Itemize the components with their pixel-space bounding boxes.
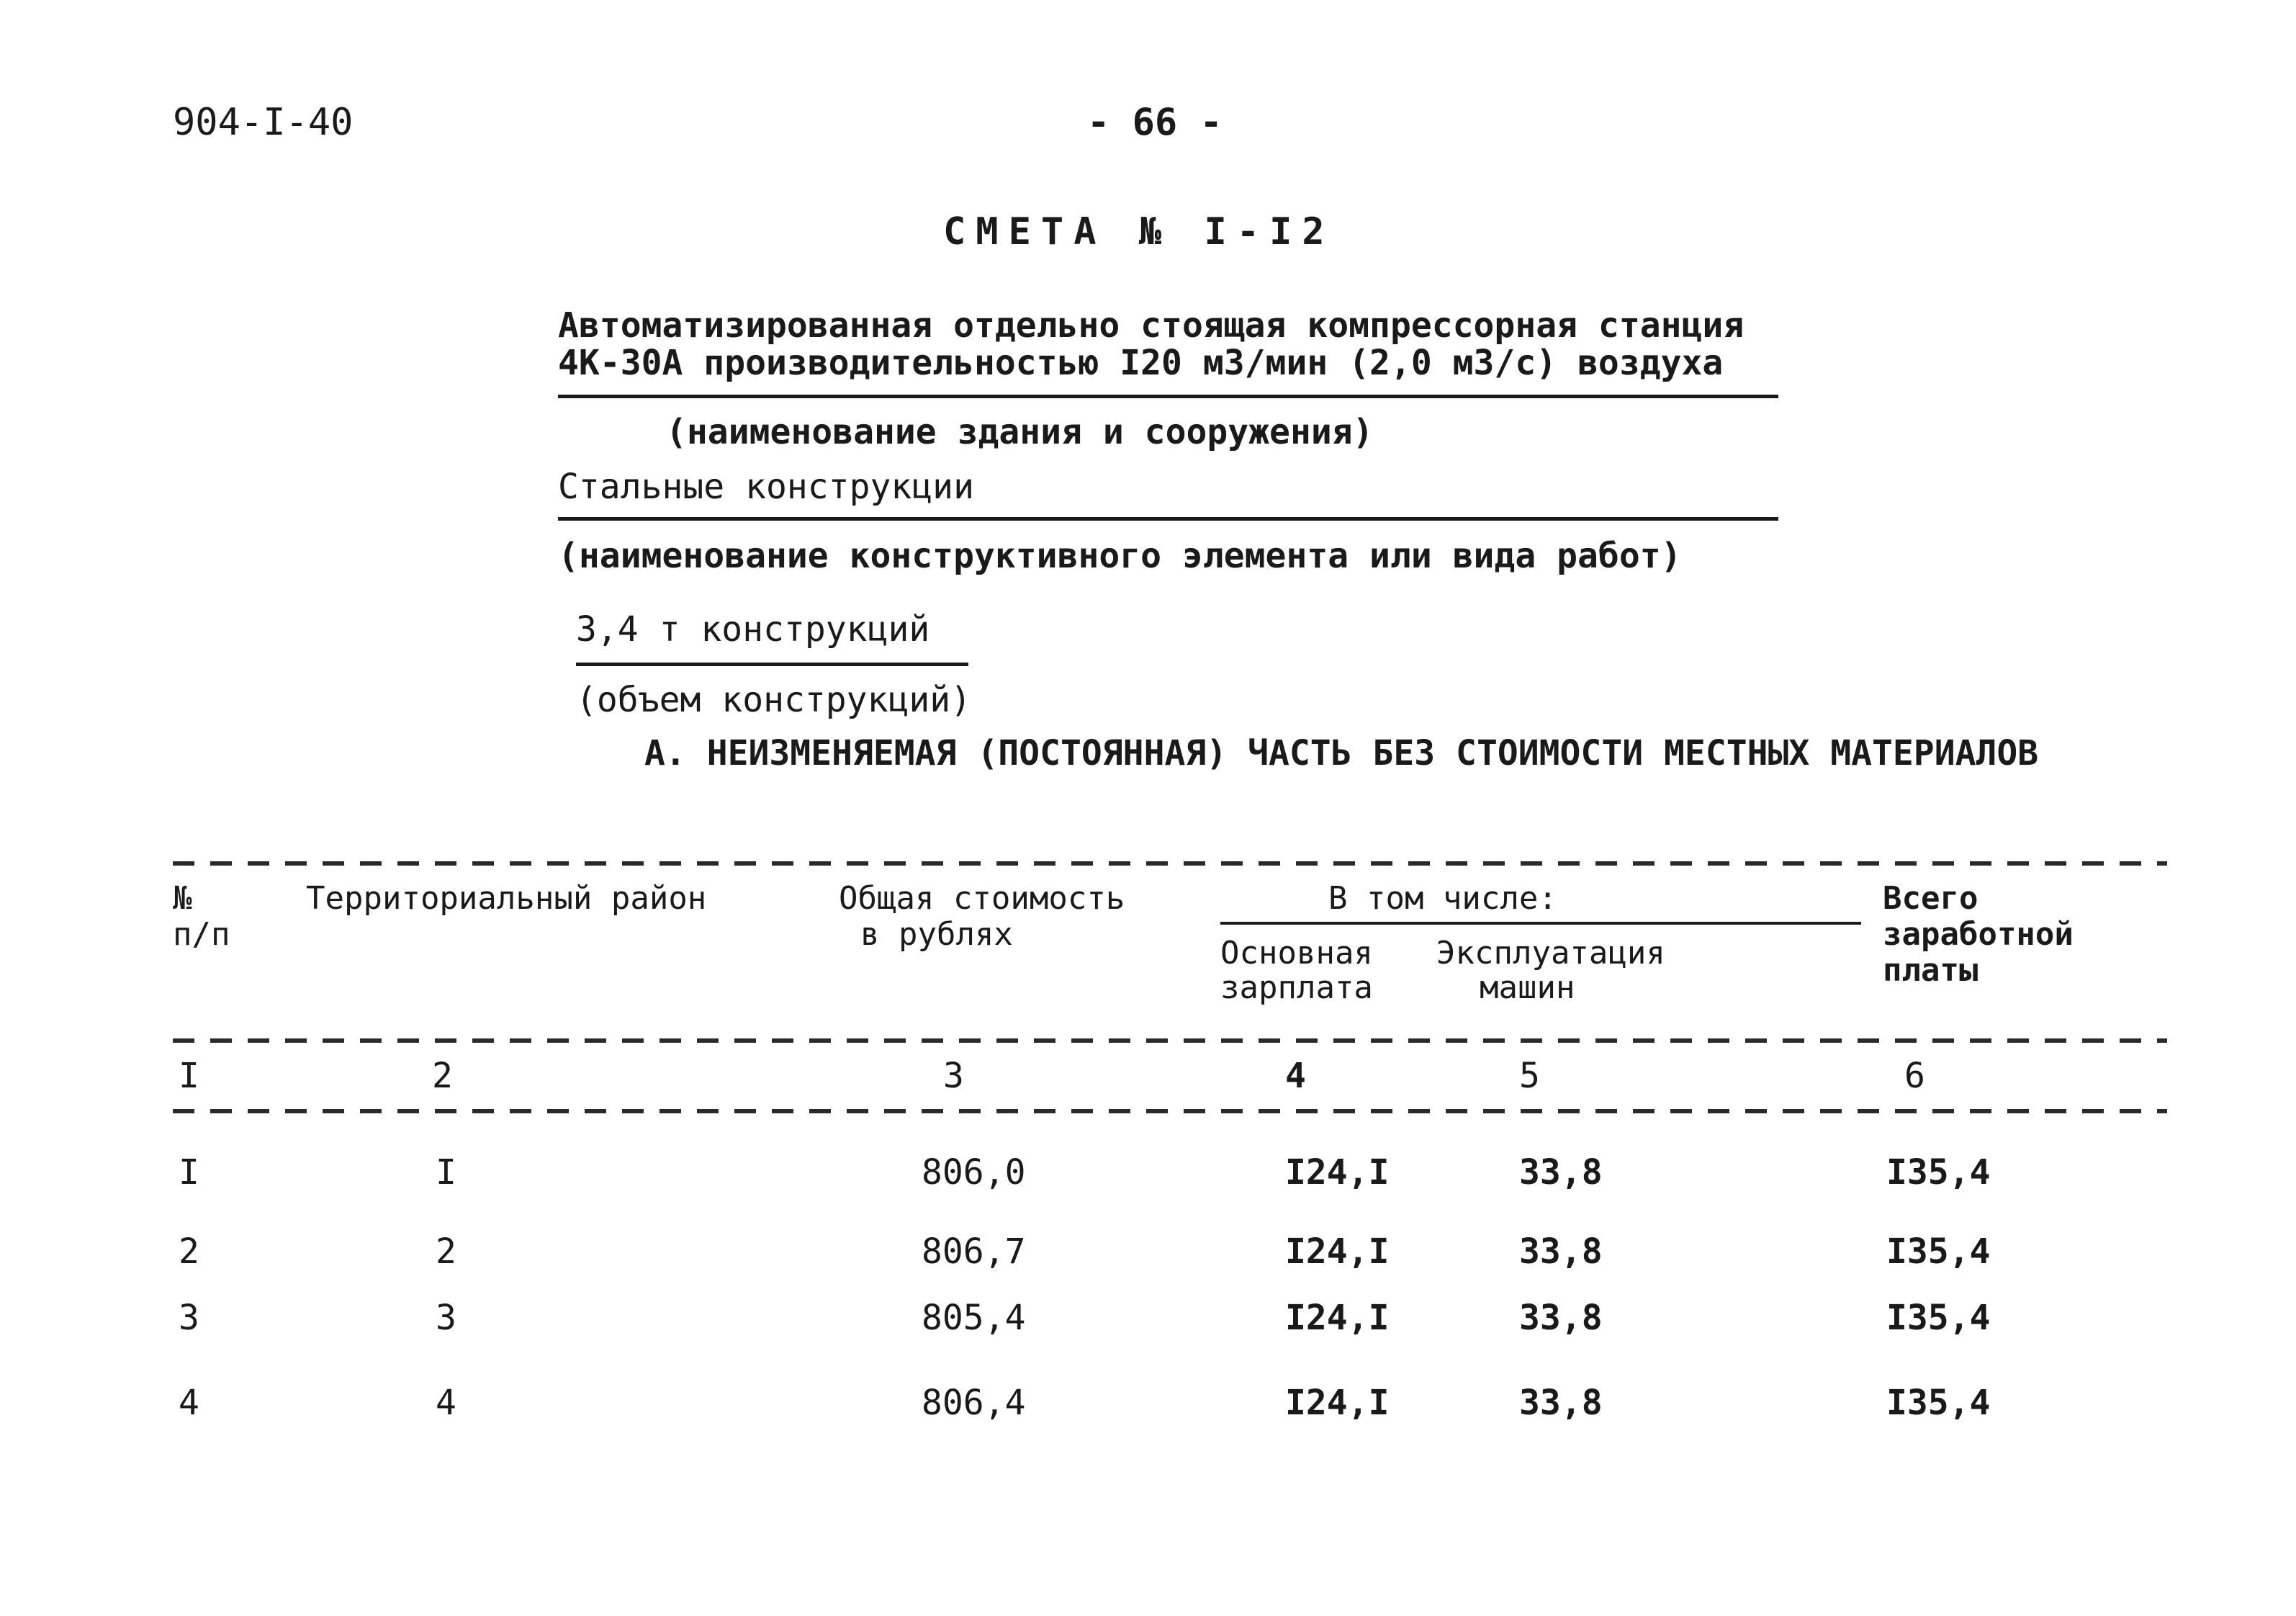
header-incl-underline [1220,922,1861,925]
row-machines: 33,8 [1519,1231,1603,1272]
element-name: Стальные конструкции [558,467,974,507]
header-mach-line1: Эксплуатация [1436,935,1665,971]
row-region: 2 [436,1231,456,1272]
row-machines: 33,8 [1519,1152,1603,1193]
row-total: 806,4 [922,1383,1026,1423]
header-allwage-line1: Всего [1883,880,1978,917]
section-title: А. НЕИЗМЕНЯЕМАЯ (ПОСТОЯННАЯ) ЧАСТЬ БЕЗ СТОИМОСТИ МЕСТНЫХ МАТЕРИАЛОВ [644,733,2039,773]
row-total: 806,0 [922,1152,1026,1193]
page-number: - 66 - [1087,101,1223,144]
header-total-line1: Общая стоимость [839,880,1125,917]
document-code: 904-I-40 [173,101,354,144]
col-number-5: 5 [1519,1056,1540,1096]
row-region: 4 [436,1383,456,1423]
header-total-line2: в рублях [860,916,1013,953]
element-name-underline [558,517,1778,521]
row-total: 805,4 [922,1298,1026,1338]
header-allwage-line2: заработной [1883,916,2074,953]
page-title: СМЕТА № I-I2 [943,210,1335,253]
row-wage: I24,I [1285,1298,1390,1338]
col-number-3: 3 [943,1056,964,1096]
row-wage: I24,I [1285,1383,1390,1423]
object-name-line2: 4К-30А производительностью I20 м3/мин (2,0 м3/с) воздуха [558,343,1724,383]
volume-underline [576,663,968,666]
row-wage: I24,I [1285,1231,1390,1272]
header-num-line1: № [173,880,192,917]
row-num: I [179,1152,199,1193]
header-wage-line2: зарплата [1220,969,1373,1006]
row-num: 2 [179,1231,199,1272]
row-wage: I24,I [1285,1152,1390,1193]
header-allwage-line3: платы [1883,952,1978,989]
row-machines: 33,8 [1519,1383,1603,1423]
header-mach-line2: машин [1480,969,1575,1006]
row-allwage: I35,4 [1886,1231,1991,1272]
row-region: 3 [436,1298,456,1338]
header-incl: В том числе: [1328,880,1557,917]
row-machines: 33,8 [1519,1298,1603,1338]
col-number-6: 6 [1904,1056,1925,1096]
volume-caption: (объем конструкций) [576,680,972,720]
row-allwage: I35,4 [1886,1298,1991,1338]
table-top-rule [173,861,2167,866]
volume-value: 3,4 т конструкций [576,609,930,650]
col-number-2: 2 [432,1056,453,1096]
object-name-caption: (наименование здания и сооружения) [666,412,1374,452]
object-name-line1: Автоматизированная отдельно стоящая компрессорная станция [558,305,1744,346]
col-number-1: I [179,1056,199,1096]
row-allwage: I35,4 [1886,1383,1991,1423]
row-allwage: I35,4 [1886,1152,1991,1193]
row-num: 4 [179,1383,199,1423]
header-wage-line1: Основная [1220,935,1373,971]
header-num-line2: п/п [173,916,230,953]
element-caption: (наименование конструктивного элемента или вида работ) [558,536,1682,576]
row-region: I [436,1152,456,1193]
header-region: Территориальный район [306,880,707,917]
object-name-underline [558,395,1778,398]
col-number-4: 4 [1285,1056,1306,1096]
col-numbers-bottom-rule [173,1109,2167,1113]
header-bottom-rule [173,1038,2167,1043]
row-num: 3 [179,1298,199,1338]
row-total: 806,7 [922,1231,1026,1272]
